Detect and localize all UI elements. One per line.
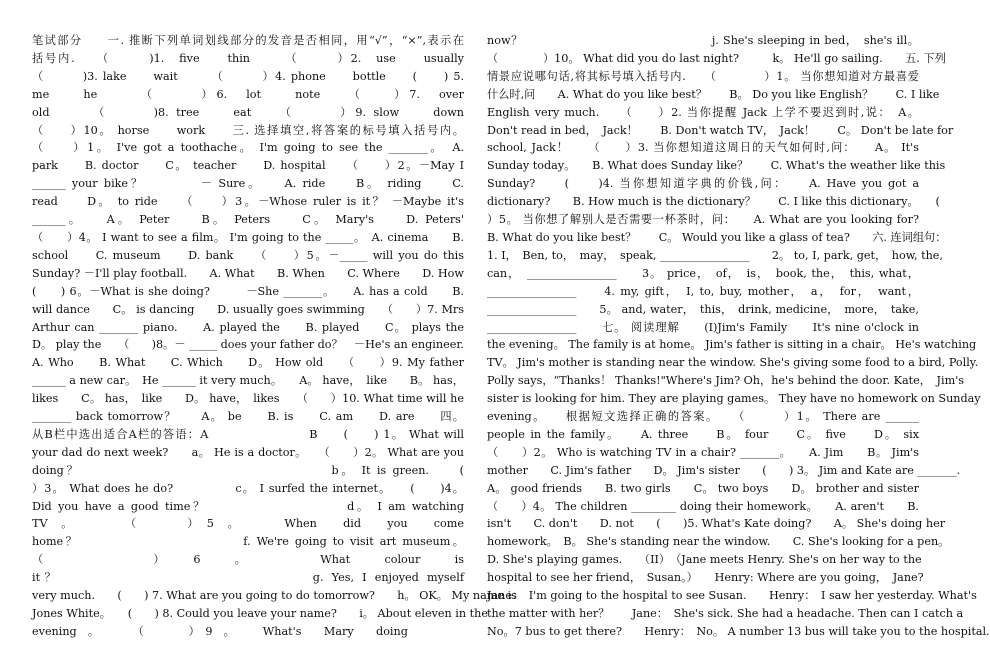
text-line: ______ a new car。 He ______ it very much。 A。 have， like B。 has， [32,374,464,388]
text-line: Sunday today。 B. What does Sunday like？ C. What's the weather like this [487,159,946,173]
text-line: 从B栏中选出适合A栏的答语：A B ( ) 1。 What will [32,427,464,441]
text-line: D. She's playing games. （II） （Jane meets Henry. She's on her way to the [487,553,922,567]
text-line: homework。 B。 She's standing near the window. C. She's looking for a pen。 [487,535,950,549]
text-line: （ ）1。 I've got a toothache。 I'm going to see the _______。 A. [32,141,464,155]
text-line: isn't C. don't D. not ( )5. What's Kate doing? A。 She's doing her [487,517,946,531]
text-line: _______ back tomorrow？ A。 be B. is C. am D. are 四。 [32,410,464,424]
text-line: Polly says，“Thanks！ Thanks!"Where's Jim? Oh，he's behind the door. Kate， Jim's [487,374,965,388]
text-line: A。 good friends B. two girls C。 two boys D。 brother and sister [487,481,919,495]
text-line: ______。 A。 Peter B。 Peters C。 Mary's D. Peters' [32,213,464,227]
text-line: （ ）10。 horse work 三. 选择填空,将答案的标号填入括号内。 [32,123,464,137]
text-line: ( ) 6。－What is she doing? －She _______。 A. has a cold B. [32,284,464,298]
text-line: ________________ 5。 and, water， this， drink, medicine， more， take, [487,302,919,316]
text-line: （ ） 6 。 What colour is [32,553,464,567]
text-line: 什么时,问 A. What do you like best？ B。 Do you like English？ C. I like [487,87,940,101]
text-line: 笔试部分 一. 推断下列单词划线部分的发音是否相同，用“√”，“×”,表示在 [32,34,464,47]
text-line: school C. museum D. bank （ ）5。－_____ will you do this [32,248,464,262]
text-line: Arthur can _______ piano. A. played the B. played C。 plays the [32,320,464,334]
text-line: now？ j. She's sleeping in bed， she's ill。 [487,34,919,47]
text-line: Sunday? ( )4. 当你想知道字典的价钱,问： A. Have you got a [487,177,919,191]
text-line: Jane： I'm going to the hospital to see Susan. Henry： I saw her yesterday. What's [487,589,977,603]
text-line: will dance C。 is dancing D. usually goes swimming （ ）7. Mrs [32,302,464,316]
text-line: 情景应说哪句话,将其标号填入括号内. （ ）1。 当你想知道对方最喜爱 [487,69,919,83]
text-line: home？ f. We're going to visit art museum。 [32,535,464,549]
text-line: No。7 bus to get there? Henry： No。 A number 13 bus will take you to the hospital. [487,624,990,638]
text-line: English very much. （ ）2. 当你提醒 Jack 上学不要迟到时,说： A。 [487,105,919,119]
text-line: ______ your bike？ － Sure。 A. ride B。 riding C. [32,177,464,191]
text-line: read D。 to ride （ ）3。－Whose ruler is it？ －Maybe it's [32,195,464,209]
right-column [487,32,990,641]
text-line: sister is looking for him. They are playing games。 They have no homework on Sunday [487,392,981,406]
text-line: （ )3. lake wait （ ）4. phone bottle ( ) 5. [32,69,464,83]
text-line: B. What do you like best？ C。 Would you like a glass of tea? 六. 连词组句： [487,230,947,244]
text-line: mother C. Jim's father D。 Jim's sister ( ) 3。 Jim and Kate are _______. [487,463,961,477]
text-line: old （ )8. tree eat （ ）9. slow down [32,105,464,119]
text-line: evening 。 （ ） 9 。 What's Mary doing [32,624,408,638]
text-line: （ ）4。 The children ________ doing their homework。 A. aren't B. [487,499,919,513]
text-line: the evening。 The family is at home。 Jim's father is sitting in a chair。 He's watching [487,338,977,352]
text-line: school, Jack！ （ ）3. 当你想知道这周日的天气如何时,问： A。 It's [487,141,919,155]
text-line: your dad do next week? a。 He is a doctor。 （ ）2。 What are you [32,445,464,459]
left-column [32,32,517,641]
text-line: likes C。 has， like D。 have， likes （ ）10. What time will he [32,392,464,406]
text-line: Sunday? －I'll play football. A. What B. When C. Where D. How [32,266,464,280]
text-line: （ ）4。 I want to see a film。 I'm going to the _____。 A. cinema B. [32,230,464,244]
text-line: Don't read in bed， Jack！ B. Don't watch TV， Jack！ C。 Don't be late for [487,123,954,137]
text-line: 1. I， Ben, to， may， speak, ________________ 2。 to, I, park, get， how, the, [487,248,943,262]
text-line: D。 play the （ )8。－ _____ does your father do？ －He's an engineer. [32,338,464,352]
text-line: it？ g. Yes, I enjoyed myself [32,571,464,585]
text-line: the matter with her？ Jane： She's sick. She had a headache. Then can I catch a [487,607,964,620]
text-line: very much. ( ) 7. What are you going to do tomorrow? h。 OK。 My name is [32,589,517,603]
text-line: park B. doctor C。 teacher D. hospital （ ）2。－May I [32,159,464,173]
text-line: A. Who B. What C. Which D。 How old （ ）9. My father [32,356,464,370]
text-line: ________________ 七。 阅读理解 (I)Jim's Family It's nine o'clock in [487,320,919,334]
text-line: 括号内. （ )1. five thin （ ）2. use usually [32,51,464,65]
text-line: evening。 根据短文选择正确的答案。 （ ）1。 There are ______ [487,410,919,424]
text-line: can， ________________ 3。 price， of， is， book, the， this, what， [487,266,919,280]
text-line: dictionary? B. How much is the dictionary？ C. I like this dictionary。 ( [487,195,940,209]
text-line: people in the family。 A. three B。 four C。 five D。 six [487,427,919,441]
text-line: doing？ b。 It is green. ( [32,463,464,477]
text-line: TV 。 （ ） 5 。 When did you come [32,517,464,531]
text-line: （ ）2。 Who is watching TV in a chair? _______。 A. Jim B。 Jim's [487,445,919,459]
text-line: TV。 Jim's mother is standing near the window. She's giving some food to a bird, Polly. [487,356,979,370]
text-line: me he （ ）6. lot note （ ）7. over [32,87,464,101]
text-line: hospital to see her friend， Susan。） Henry: Where are you going， Jane? [487,571,924,585]
text-line: ）5。 当你想了解别人是否需要一杯茶时，问： A. What are you looking for? [487,213,919,227]
text-line: Jones White。 ( ) 8. Could you leave your name? i。 About eleven in the [32,607,488,620]
text-line: Did you have a good time？ d。 I am watching [32,499,464,513]
text-line: ）3。 What does he do? c。 I surfed the internet。 ( )4。 [32,481,464,495]
text-line: ________________ 4. my, gift， I, to, buy, mother， a， for， want， [487,284,919,298]
text-line: （ ）10。 What did you do last night? k。 He'll go sailing. 五. 下列 [487,51,946,65]
